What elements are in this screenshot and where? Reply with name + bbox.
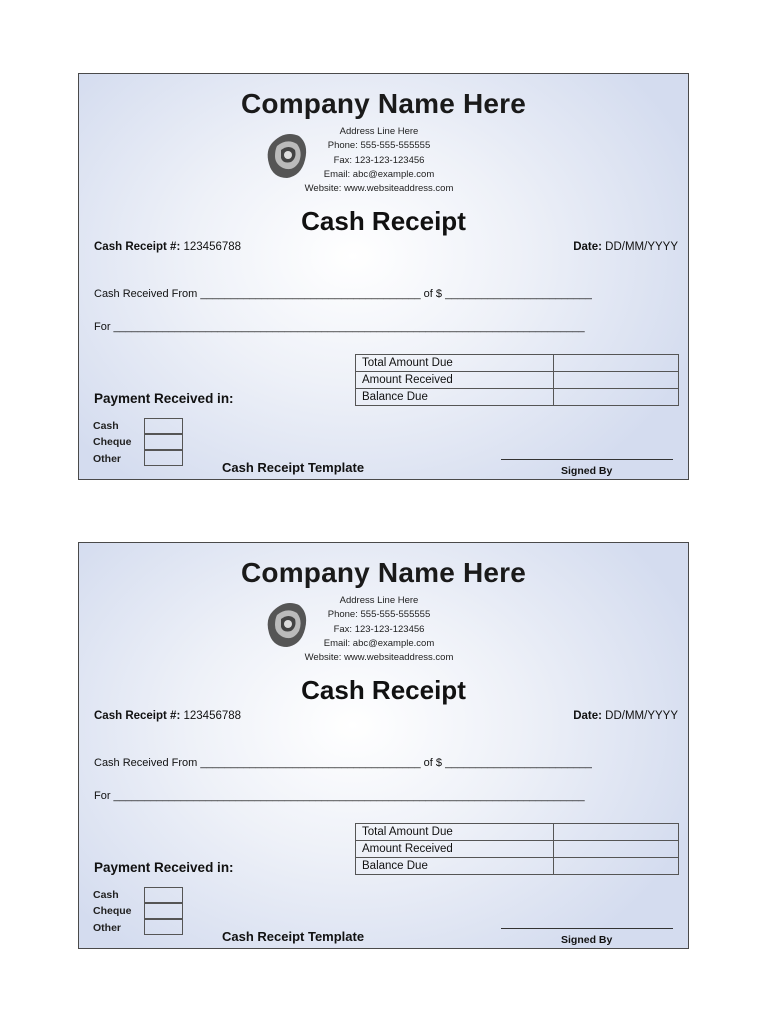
- date: [573, 241, 678, 253]
- method-cash-label: Cash: [93, 889, 119, 901]
- receipt-title: Cash Receipt: [301, 675, 466, 705]
- cheque-checkbox[interactable]: [144, 903, 183, 919]
- table-row: [356, 841, 679, 858]
- address-line: Address Line Here: [339, 126, 419, 137]
- method-other-label: Other: [93, 922, 122, 934]
- receipt-number-label: Cash Receipt #:: [94, 710, 181, 722]
- total-due-label: Total Amount Due: [356, 355, 554, 372]
- balance-due-field[interactable]: [554, 389, 679, 406]
- cheque-checkbox[interactable]: [144, 434, 183, 450]
- received-from-line[interactable]: Cash Received From ____________________________________ of $ ________________________: [94, 288, 592, 300]
- fax: Fax: 123-123-123456: [333, 623, 425, 635]
- payment-received-label: Payment Received in:: [94, 391, 234, 406]
- balance-due-label: Balance Due: [356, 389, 554, 406]
- amounts-table: [355, 823, 679, 875]
- date-label: Date:: [573, 241, 602, 253]
- amount-received-label: Amount Received: [356, 372, 554, 389]
- for-line[interactable]: For _____________________________________________________________________________: [94, 321, 585, 333]
- balance-due-field[interactable]: [554, 858, 679, 875]
- cash-receipt-2: [78, 542, 689, 949]
- table-row: [356, 858, 679, 875]
- address-line: Address Line Here: [339, 595, 419, 606]
- template-label: Cash Receipt Template: [222, 929, 365, 944]
- company-name: Company Name Here: [240, 557, 527, 588]
- other-checkbox[interactable]: [144, 450, 183, 466]
- date-value: DD/MM/YYYY: [605, 710, 678, 722]
- signed-by-label: Signed By: [561, 934, 613, 946]
- method-cheque-label: Cheque: [93, 905, 132, 917]
- date-label: Date:: [573, 710, 602, 722]
- receipt-number-label: Cash Receipt #:: [94, 241, 181, 253]
- website: Website: www.websiteaddress.com: [304, 183, 454, 195]
- cash-checkbox[interactable]: [144, 887, 183, 903]
- amount-received-label: Amount Received: [356, 841, 554, 858]
- phone: Phone: 555-555-555555: [327, 140, 431, 152]
- signature-line[interactable]: [501, 928, 673, 929]
- table-row: [356, 355, 679, 372]
- balance-due-label: Balance Due: [356, 858, 554, 875]
- total-due-label: Total Amount Due: [356, 824, 554, 841]
- received-from-line[interactable]: Cash Received From ____________________________________ of $ ________________________: [94, 757, 592, 769]
- method-cash-label: Cash: [93, 420, 119, 432]
- company-name: Company Name Here: [240, 88, 527, 119]
- contact-details: [279, 125, 479, 196]
- cash-checkbox[interactable]: [144, 418, 183, 434]
- method-other-label: Other: [93, 453, 122, 465]
- table-row: [356, 824, 679, 841]
- table-row: [356, 372, 679, 389]
- cash-receipt-1: [78, 73, 689, 480]
- for-line[interactable]: For _____________________________________________________________________________: [94, 790, 585, 802]
- date-value: DD/MM/YYYY: [605, 241, 678, 253]
- receipt-number-value: 123456788: [183, 710, 242, 722]
- receipt-number-value: 123456788: [183, 241, 242, 253]
- fax: Fax: 123-123-123456: [333, 154, 425, 166]
- receipt-number: [94, 241, 241, 253]
- template-label: Cash Receipt Template: [222, 460, 365, 475]
- signature-line[interactable]: [501, 459, 673, 460]
- receipt-title: Cash Receipt: [301, 206, 466, 236]
- payment-received-label: Payment Received in:: [94, 860, 234, 875]
- total-due-field[interactable]: [554, 355, 679, 372]
- date: [573, 710, 678, 722]
- method-cheque-label: Cheque: [93, 436, 132, 448]
- table-row: [356, 389, 679, 406]
- amount-received-field[interactable]: [554, 372, 679, 389]
- email: Email: abc@example.com: [323, 637, 435, 649]
- receipt-number: [94, 710, 241, 722]
- email: Email: abc@example.com: [323, 168, 435, 180]
- other-checkbox[interactable]: [144, 919, 183, 935]
- signed-by-label: Signed By: [561, 465, 613, 477]
- contact-details: [279, 594, 479, 665]
- website: Website: www.websiteaddress.com: [304, 652, 454, 664]
- phone: Phone: 555-555-555555: [327, 609, 431, 621]
- total-due-field[interactable]: [554, 824, 679, 841]
- amount-received-field[interactable]: [554, 841, 679, 858]
- amounts-table: [355, 354, 679, 406]
